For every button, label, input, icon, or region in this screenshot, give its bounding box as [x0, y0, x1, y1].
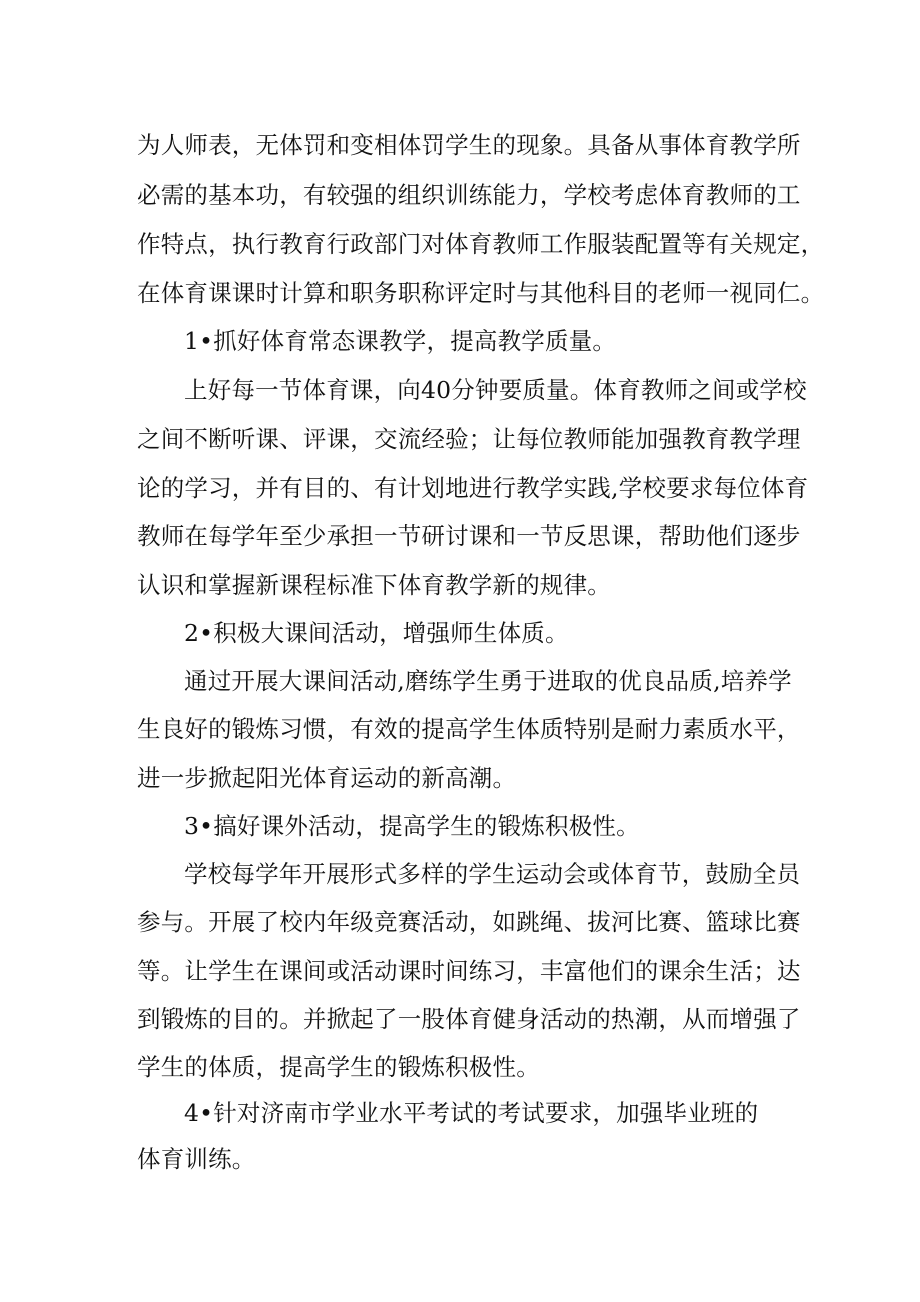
para2-line-1: 上好每一节体育课，向40分钟要质量。体育教师之间或学校	[184, 376, 807, 404]
para2-line-2: 之间不断听课、评课，交流经验；让每位教师能加强教育教学理	[137, 425, 801, 453]
section-heading-3: 3•搞好课外活动，提高学生的锻炼积极性。	[184, 812, 640, 840]
para1-line-4: 在体育课课时计算和职务职称评定时与其他科目的老师一视同仁。	[137, 279, 825, 307]
para2-line-3: 论的学习，并有目的、有计划地进行教学实践,学校要求每位体育	[137, 474, 809, 502]
para4-line-4: 到锻炼的目的。并掀起了一股体育健身活动的热潮，从而增强了	[137, 1005, 801, 1033]
section-heading-4-line-1: 4•针对济南市学业水平考试的考试要求，加强毕业班的	[184, 1099, 759, 1127]
para2-line-4: 教师在每学年至少承担一节研讨课和一节反思课，帮助他们逐步	[137, 522, 801, 550]
para3-line-2: 生良好的锻炼习惯，有效的提高学生体质特别是耐力素质水平，	[137, 715, 801, 743]
section-heading-4-line-2: 体育训练。	[137, 1145, 256, 1173]
section-heading-1: 1•抓好体育常态课教学，提高教学质量。	[184, 327, 617, 355]
para4-line-2: 参与。开展了校内年级竞赛活动，如跳绳、拔河比赛、篮球比赛	[137, 908, 801, 936]
para3-line-1: 通过开展大课间活动,磨练学生勇于进取的优良品质,培养学	[184, 667, 792, 695]
para4-line-1: 学校每学年开展形式多样的学生运动会或体育节，鼓励全员	[184, 860, 801, 888]
para1-line-1: 为人师表，无体罚和变相体罚学生的现象。具备从事体育教学所	[137, 131, 801, 159]
para2-line-5: 认识和掌握新课程标准下体育教学新的规律。	[137, 571, 611, 599]
section-heading-2: 2•积极大课间活动，增强师生体质。	[184, 619, 569, 647]
para4-line-3: 等。让学生在课间或活动课时间练习，丰富他们的课余生活；达	[137, 957, 801, 985]
para3-line-3: 进一步掀起阳光体育运动的新高潮。	[137, 764, 517, 792]
para1-line-2: 必需的基本功，有较强的组织训练能力，学校考虑体育教师的工	[137, 181, 801, 209]
para1-line-3: 作特点，执行教育行政部门对体育教师工作服装配置等有关规定，	[137, 230, 825, 258]
para4-line-5: 学生的体质，提高学生的锻炼积极性。	[137, 1053, 540, 1081]
